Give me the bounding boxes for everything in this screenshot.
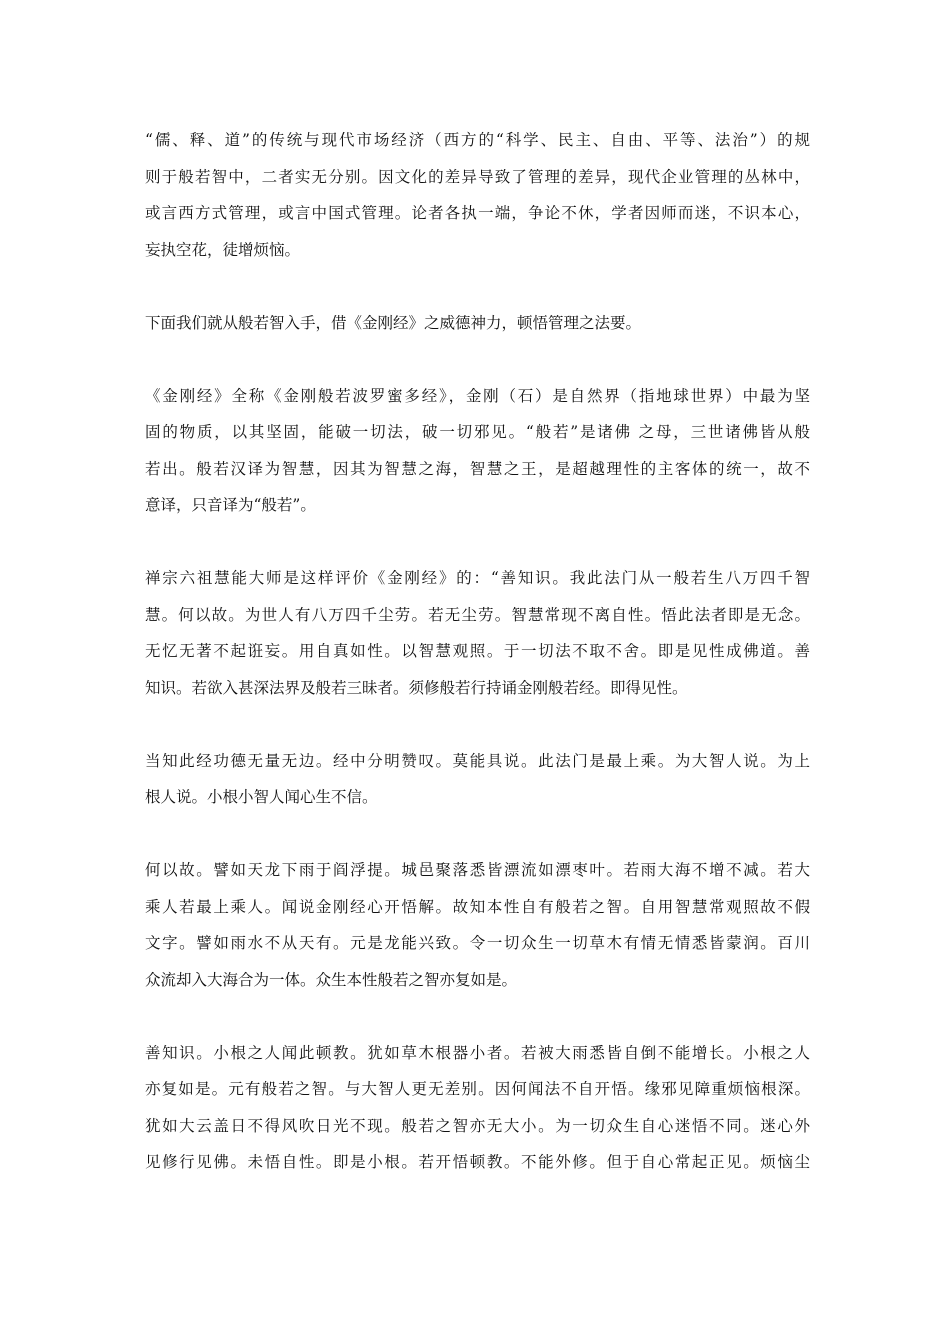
paragraph-4 — [145, 560, 810, 706]
text-line: 若出。般若汉译为智慧，因其为智慧之海，智慧之王，是超越理性的主客体的统一，故不 — [145, 459, 810, 478]
text-line: 慧。何以故。为世人有八万四千尘劳。若无尘劳。智慧常现不离自性。悟此法者即是无念。 — [145, 605, 810, 624]
text-line: “儒、释、道”的传统与现代市场经济（西方的“科学、民主、自由、平等、法治”）的规 — [145, 131, 810, 149]
paragraph-3 — [145, 378, 810, 524]
text-line: 亦复如是。元有般若之智。与大智人更无差别。因何闻法不自开悟。缘邪见障重烦恼根深。 — [145, 1080, 810, 1098]
paragraph-6 — [145, 852, 810, 998]
text-line: 众流却入大海合为一体。众生本性般若之智亦复如是。 — [145, 970, 518, 989]
paragraph-7 — [145, 1035, 810, 1181]
text-line: 固的物质，以其坚固，能破一切法，破一切邪见。“般若”是诸佛 之母，三世诸佛皆从般 — [145, 423, 810, 441]
text-line: 妄执空花，徒增烦恼。 — [145, 240, 301, 259]
paragraph-2 — [145, 305, 810, 342]
text-line: 何以故。譬如天龙下雨于阎浮提。城邑聚落悉皆漂流如漂枣叶。若雨大海不增不减。若大 — [145, 861, 810, 879]
text-line: 见修行见佛。未悟自性。即是小根。若开悟顿教。不能外修。但于自心常起正见。烦恼尘 — [145, 1153, 810, 1171]
text-line: 禅宗六祖慧能大师是这样评价《金刚经》的：“善知识。我此法门从一般若生八万四千智 — [145, 569, 810, 587]
text-line: 则于般若智中，二者实无分别。因文化的差异导致了管理的差异，现代企业管理的丛林中， — [145, 167, 810, 186]
text-line: 无忆无著不起诳妄。用自真如性。以智慧观照。于一切法不取不舍。即是见性成佛道。善 — [145, 642, 810, 660]
text-line: 文字。譬如雨水不从天有。元是龙能兴致。令一切众生一切草木有情无情悉皆蒙润。百川 — [145, 934, 810, 952]
text-line: 善知识。小根之人闻此顿教。犹如草木根器小者。若被大雨悉皆自倒不能增长。小根之人 — [145, 1043, 810, 1062]
paragraph-5 — [145, 743, 810, 816]
text-line: 知识。若欲入甚深法界及般若三昧者。须修般若行持诵金刚般若经。即得见性。 — [145, 678, 688, 697]
text-line: 意译，只音译为“般若”。 — [145, 496, 316, 514]
paragraph-1 — [145, 122, 810, 268]
text-line: 下面我们就从般若智入手，借《金刚经》之威德神力，顿悟管理之法要。 — [145, 313, 642, 332]
text-line: 根人说。小根小智人闻心生不信。 — [145, 788, 378, 806]
text-line: 或言西方式管理，或言中国式管理。论者各执一端，争论不休，学者因师而迷，不识本心， — [145, 204, 810, 222]
text-line: 乘人若最上乘人。闻说金刚经心开悟解。故知本性自有般若之智。自用智慧常观照故不假 — [145, 897, 810, 916]
text-line: 《金刚经》全称《金刚般若波罗蜜多经》，金刚（石）是自然界（指地球世界）中最为坚 — [145, 386, 810, 405]
text-line: 犹如大云盖日不得风吹日光不现。般若之智亦无大小。为一切众生自心迷悟不同。迷心外 — [145, 1116, 810, 1135]
document-body — [145, 122, 810, 1217]
text-line: 当知此经功德无量无边。经中分明赞叹。莫能具说。此法门是最上乘。为大智人说。为上 — [145, 751, 810, 770]
